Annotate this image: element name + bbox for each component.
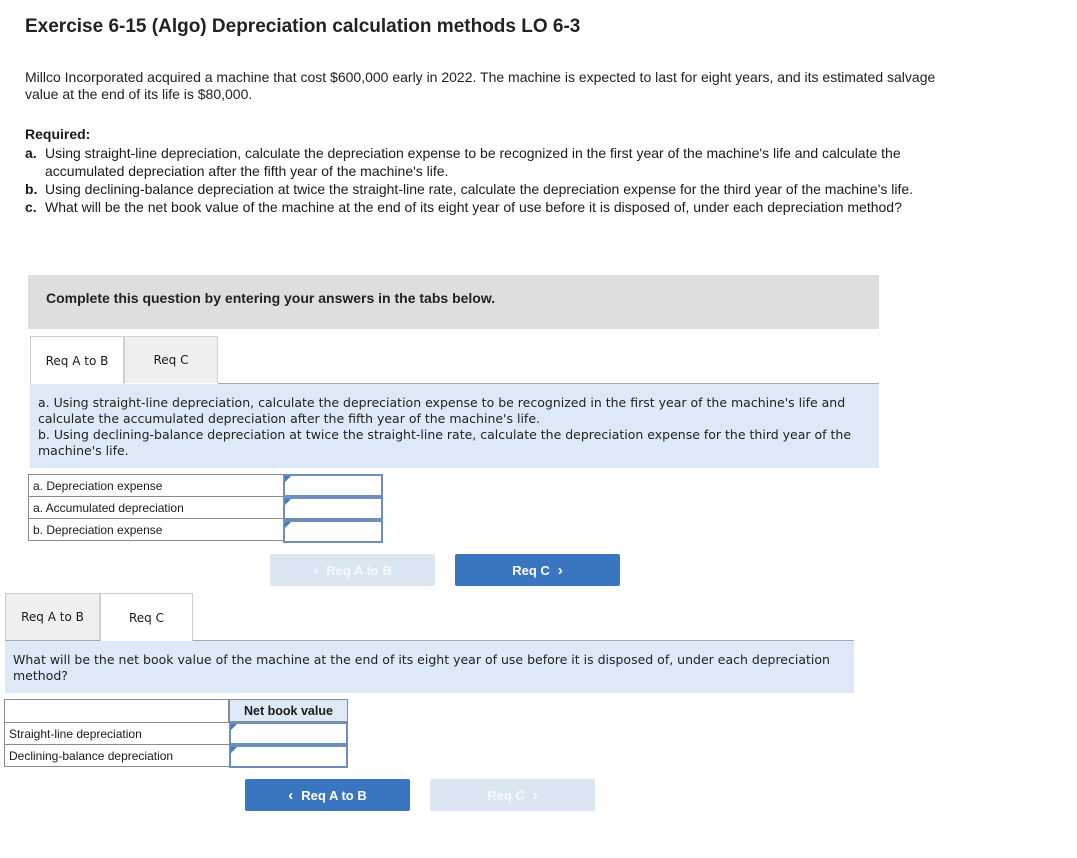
row-label: a. Depreciation expense	[29, 475, 285, 497]
next-req-button[interactable]	[430, 779, 595, 811]
depreciation-expense-a-input[interactable]	[283, 474, 383, 497]
button-label: Req C	[512, 562, 550, 578]
row-label: b. Depreciation expense	[29, 519, 285, 541]
button-label: Req A to B	[326, 562, 392, 578]
required-item-text: Using declining-balance depreciation at twice the straight-line rate, calculate the depreciation expense for the third year of the machine's life.	[45, 181, 914, 197]
table-header-blank-cell	[4, 699, 229, 722]
required-item-label: a.	[25, 145, 37, 161]
table-row	[29, 497, 285, 519]
answer-table-c	[4, 722, 230, 767]
button-label: Req C	[487, 787, 525, 803]
tab-req-c[interactable]	[124, 336, 218, 383]
required-heading: Required:	[25, 126, 91, 142]
chevron-left-icon: ‹	[288, 786, 294, 804]
answer-table-a-b	[28, 474, 285, 541]
table-row	[29, 519, 285, 541]
required-item-text: What will be the net book value of the machine at the end of its eight year of use before it is disposed of, under each depreciation method?	[45, 199, 902, 215]
table-row	[5, 745, 230, 767]
table-row	[29, 475, 285, 497]
question-box-c	[5, 641, 854, 693]
depreciation-expense-b-input[interactable]	[283, 520, 383, 543]
tab-label: Req A to B	[45, 353, 109, 368]
question-c-text: What will be the net book value of the machine at the end of its eight year of use before it is disposed of, under each depreciation method?	[13, 652, 830, 683]
intro-paragraph: Millco Incorporated acquired a machine that cost $600,000 early in 2022. The machine is expected to last for eight years, and its estimated salvage value at the end of its life is $80,000.	[25, 69, 936, 102]
banner-text: Complete this question by entering your answers in the tabs below.	[46, 290, 496, 306]
row-label: Straight-line depreciation	[5, 723, 230, 745]
required-item-a	[25, 144, 965, 180]
straight-line-nbv-input[interactable]	[229, 722, 348, 745]
prev-req-button[interactable]	[245, 779, 410, 811]
chevron-right-icon: ›	[557, 561, 563, 579]
row-label: a. Accumulated depreciation	[29, 497, 285, 519]
tab-req-a-to-b[interactable]	[5, 593, 100, 640]
net-book-value-header: Net book value	[229, 699, 348, 722]
required-item-c	[25, 198, 965, 216]
chevron-left-icon: ‹	[313, 561, 319, 579]
tab-label: Req C	[129, 610, 164, 625]
tab-label: Req C	[153, 353, 189, 367]
button-label: Req A to B	[301, 787, 367, 803]
tab-req-c[interactable]	[100, 593, 193, 641]
question-a-text: a. Using straight-line depreciation, calculate the depreciation expense to be recognized in the first year of the machine's life and calculate the accumulated depreciation after the fifth year of the machine's life.	[38, 395, 846, 426]
question-box-a-b	[30, 384, 879, 468]
row-label: Declining-balance depreciation	[5, 745, 230, 767]
required-item-text: Using straight-line depreciation, calculate the depreciation expense to be recognized in the first year of the machine's life and calculate the accumulated depreciation after the fifth year of the machine's life.	[45, 145, 901, 179]
accumulated-depreciation-a-input[interactable]	[283, 497, 383, 520]
chevron-right-icon: ›	[532, 786, 538, 804]
required-list	[25, 144, 965, 216]
table-row	[5, 723, 230, 745]
page-title: Exercise 6-15 (Algo) Depreciation calculation methods LO 6-3	[25, 16, 581, 37]
question-b-text: b. Using declining-balance depreciation at twice the straight-line rate, calculate the depreciation expense for the third year of the machine's life.	[38, 427, 852, 458]
required-item-b	[25, 180, 965, 198]
instruction-banner	[28, 275, 879, 329]
required-item-label: c.	[25, 199, 37, 215]
tab-label: Req A to B	[21, 610, 84, 624]
prev-req-button[interactable]	[270, 554, 435, 586]
declining-balance-nbv-input[interactable]	[229, 745, 348, 768]
required-item-label: b.	[25, 181, 38, 197]
next-req-button[interactable]	[455, 554, 620, 586]
tab-req-a-to-b[interactable]	[30, 336, 124, 384]
